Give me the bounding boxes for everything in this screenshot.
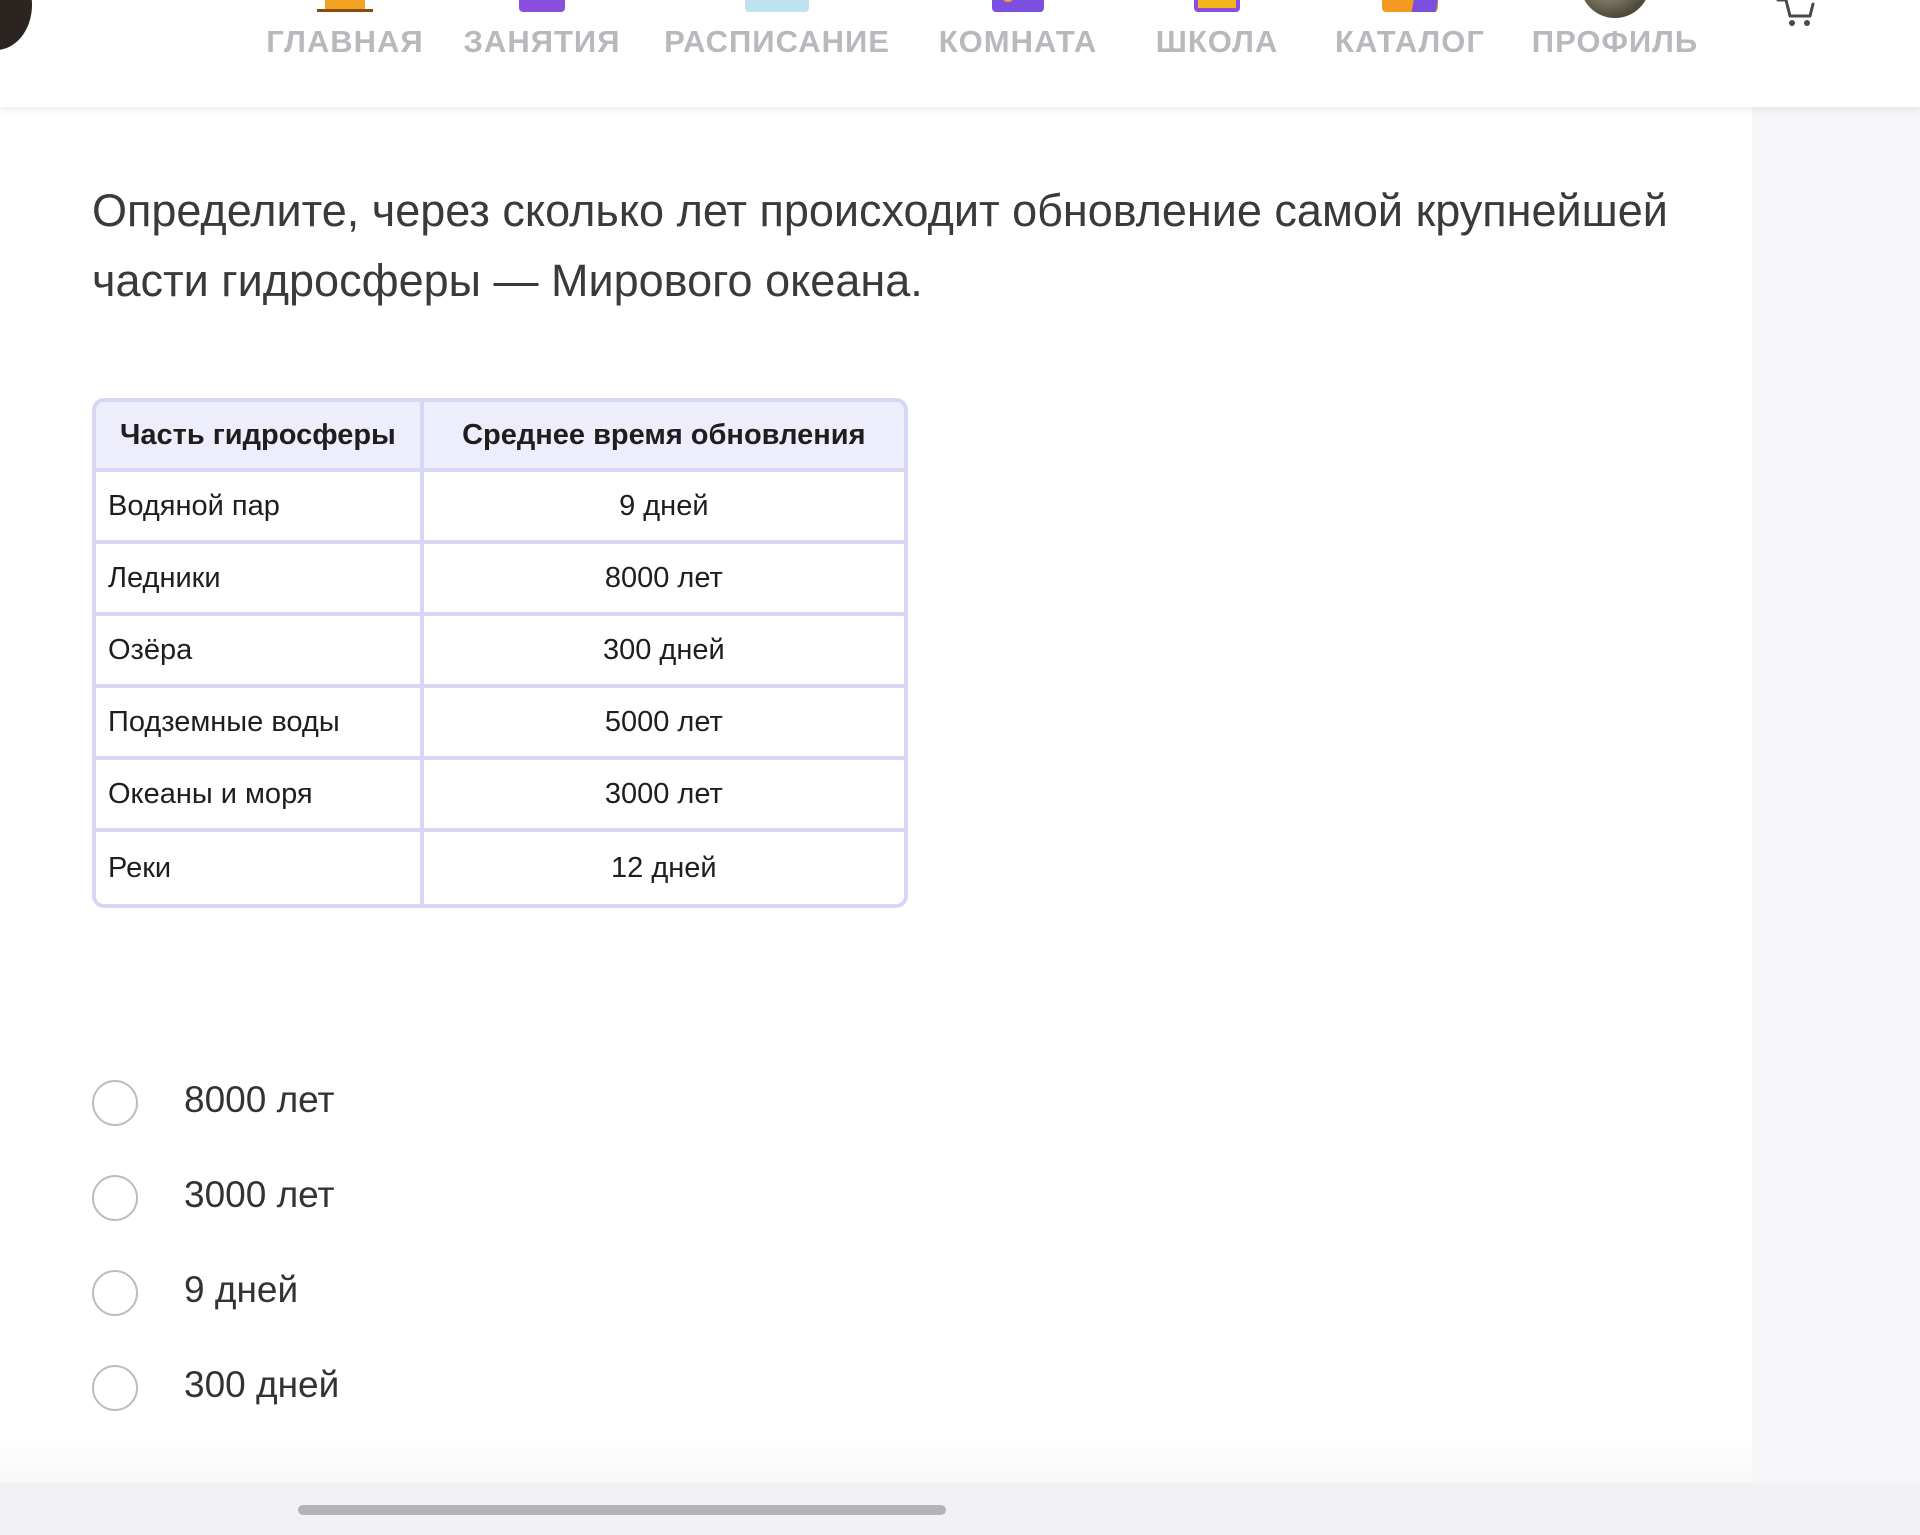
table-cell-time: 3000 лет	[424, 760, 904, 832]
school-icon	[1194, 0, 1240, 12]
nav-label: ПРОФИЛЬ	[1531, 24, 1699, 59]
table-row	[96, 544, 904, 616]
table-header-time: Среднее время обновления	[424, 402, 904, 472]
hydrosphere-table	[92, 398, 908, 908]
main-nav	[0, 0, 1920, 107]
table-cell-part: Океаны и моря	[96, 760, 424, 832]
nav-label: КОМНАТА	[938, 24, 1098, 59]
home-icon	[325, 0, 365, 12]
table-header-part: Часть гидросферы	[96, 402, 424, 472]
nav-item-schedule[interactable]	[666, 0, 888, 70]
avatar	[1580, 0, 1650, 18]
nav-label: ЗАНЯТИЯ	[463, 24, 621, 59]
lessons-icon	[519, 0, 565, 12]
right-sidebar-background	[1752, 107, 1920, 1483]
table-cell-time: 9 дней	[424, 472, 904, 544]
nav-item-profile[interactable]	[1530, 0, 1700, 70]
table-cell-time: 12 дней	[611, 851, 717, 884]
nav-item-room[interactable]	[936, 0, 1100, 70]
table-row	[96, 472, 904, 544]
room-icon	[992, 0, 1044, 12]
schedule-icon	[745, 0, 809, 12]
table-row	[96, 832, 904, 904]
table-cell-time: 300 дней	[424, 616, 904, 688]
horizontal-scrollbar[interactable]	[298, 1505, 946, 1515]
nav-label: КАТАЛОГ	[1335, 24, 1485, 59]
top-navigation-bar	[0, 0, 1920, 107]
cart-icon	[1776, 0, 1816, 28]
nav-item-school[interactable]	[1154, 0, 1280, 70]
table-header-row	[96, 402, 904, 472]
radio-button[interactable]	[92, 1365, 138, 1411]
answer-option-label[interactable]: 8000 лет	[184, 1079, 335, 1120]
bottom-fade	[0, 1440, 1752, 1483]
answer-option-label[interactable]: 3000 лет	[184, 1174, 335, 1215]
nav-item-lessons[interactable]	[463, 0, 621, 70]
cart-button[interactable]	[1776, 0, 1816, 28]
nav-item-home[interactable]	[266, 0, 424, 70]
question-text: Определите, через сколько лет происходит обновление самой крупнейшей части гидросферы — Мирового океана.	[92, 185, 1668, 306]
table-cell-part: Озёра	[96, 616, 424, 688]
table-cell-part: Подземные воды	[96, 688, 424, 760]
radio-button[interactable]	[92, 1080, 138, 1126]
answer-option-label[interactable]: 300 дней	[184, 1364, 340, 1405]
radio-button[interactable]	[92, 1175, 138, 1221]
catalog-icon	[1382, 0, 1438, 12]
nav-label: ГЛАВНАЯ	[266, 24, 424, 59]
radio-button[interactable]	[92, 1270, 138, 1316]
nav-label: ШКОЛА	[1155, 24, 1279, 59]
table-cell-part: Водяной пар	[96, 472, 424, 544]
table-cell-part: Ледники	[96, 544, 424, 616]
table-row	[96, 760, 904, 832]
answer-option-label[interactable]: 9 дней	[184, 1269, 299, 1310]
table-row	[96, 616, 904, 688]
table-cell-time: 5000 лет	[424, 688, 904, 760]
bottom-bar	[0, 1483, 1920, 1535]
table-cell-part: Реки	[96, 832, 424, 904]
nav-item-catalog[interactable]	[1334, 0, 1486, 70]
nav-label: РАСПИСАНИЕ	[664, 24, 890, 59]
table-row	[96, 688, 904, 760]
table-cell-time: 8000 лет	[424, 544, 904, 616]
